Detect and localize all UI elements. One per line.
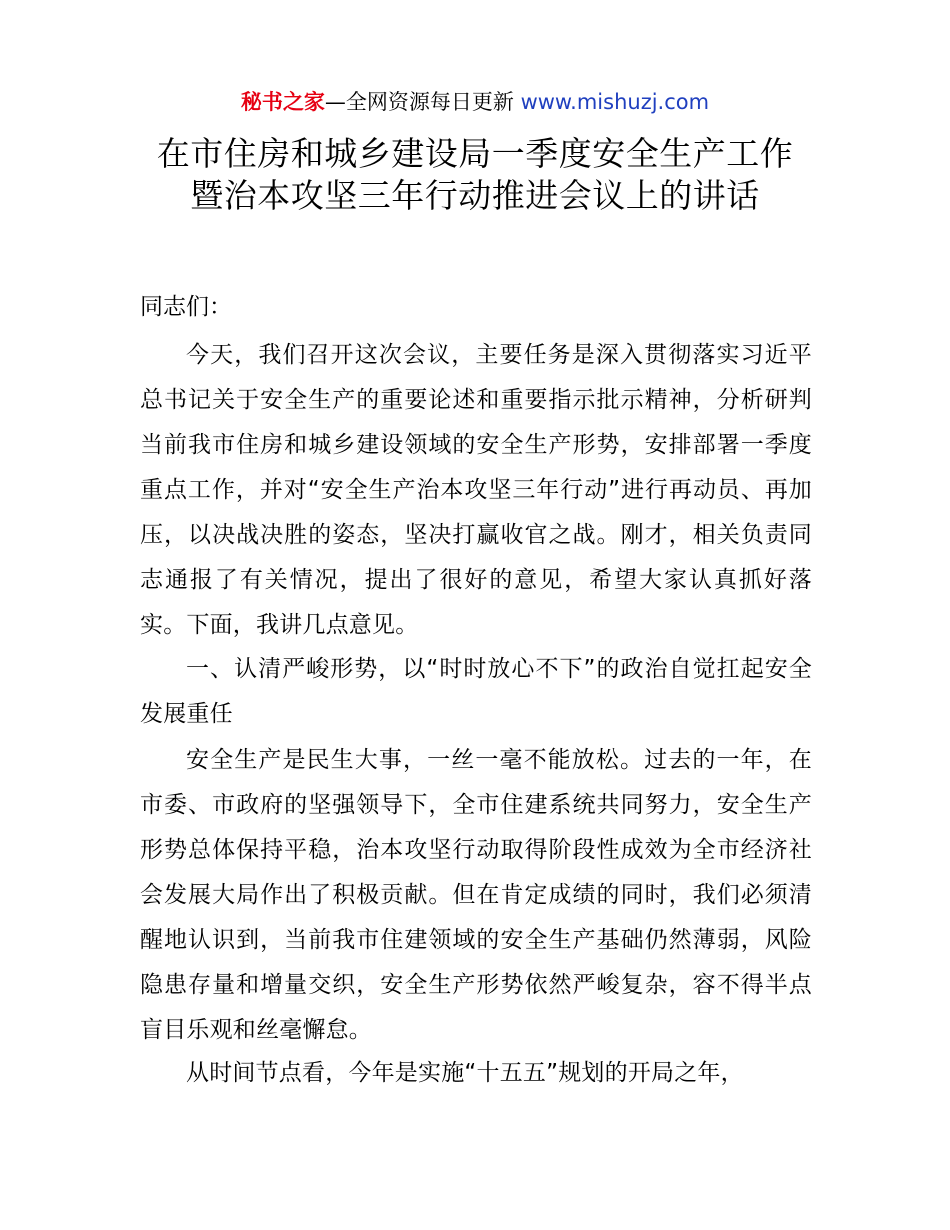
site-header: [0, 86, 950, 118]
body-paragraph: 今天，我们召开这次会议，主要任务是深入贯彻落实习近平总书记关于安全生产的重要论述和重要指示批示精神，分析研判当前我市住房和城乡建设领域的安全生产形势，安排部署一季度重点工作，并对“安全生产治本攻坚三年行动”进行再动员、再加压，以决战决胜的姿态，坚决打赢收官之战。刚才，相关负责同志通报了有关情况，提出了很好的意见，希望大家认真抓好落实。下面，我讲几点意见。: [140, 342, 812, 638]
body-paragraph: 从时间节点看，今年是实施“十五五”规划的开局之年，: [186, 1060, 744, 1086]
document-title-line-1: 在市住房和城乡建设局一季度安全生产工作: [156, 134, 794, 173]
document-title-line-2: 暨治本攻坚三年行动推进会议上的讲话: [190, 176, 760, 215]
section-heading: 一、认清严峻形势，以“时时放心不下”的政治自觉扛起安全发展重任: [140, 656, 812, 727]
site-url-link[interactable]: www.mishuzj.com: [520, 90, 710, 114]
body-paragraph: 安全生产是民生大事，一丝一毫不能放松。过去的一年，在市委、市政府的坚强领导下，全市住建系统共同努力，安全生产形势总体保持平稳，治本攻坚行动取得阶段性成效为全市经济社会发展大局作出了积极贡献。但在肯定成绩的同时，我们必须清醒地认识到，当前我市住建领域的安全生产基础仍然薄弱，风险隐患存量和增量交织，安全生产形势依然严峻复杂，容不得半点盲目乐观和丝毫懈怠。: [140, 747, 812, 1043]
site-slogan: —全网资源每日更新: [324, 90, 521, 114]
site-brand: 秘书之家: [240, 90, 325, 114]
greeting: 同志们：: [140, 294, 232, 320]
